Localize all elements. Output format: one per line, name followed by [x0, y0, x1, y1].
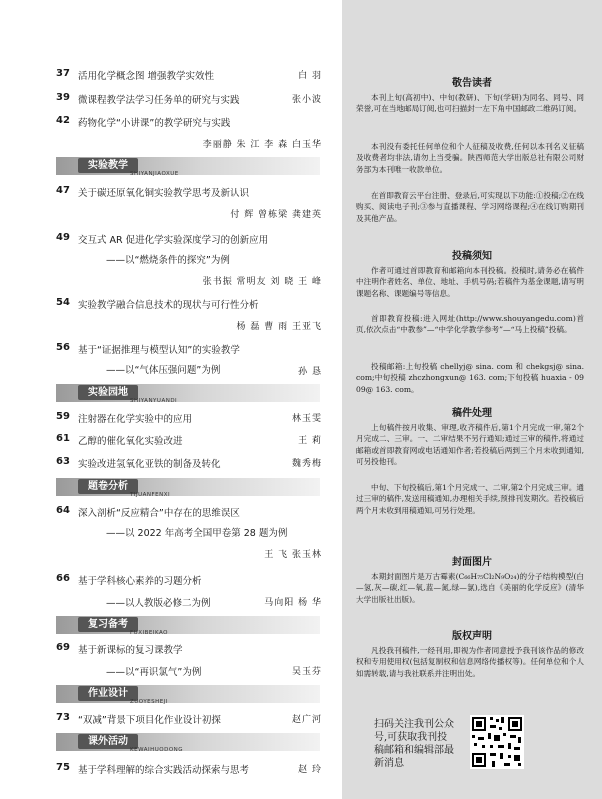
submission-paragraph: 作者可通过首即教育和邮箱向本刊投稿。投稿时,请务必在稿件中注明作者姓名、单位、地址、手机号码;若稿件为基金课题,请写明课题名称、课题编号等信息。 — [356, 266, 584, 298]
section-label: 复习备考 — [78, 617, 138, 632]
article-authors: 白 羽 — [298, 71, 322, 81]
article-subtitle: ——以 2022 年高考全国甲卷第 28 题为例 — [106, 528, 288, 539]
copyright-paragraph: 凡投我刊稿件,一经刊用,即视为作者同意授予我刊该作品的修改权和专用使用权(包括复制权和信息网络传播权等)。任何单位和个人如需转载,请与我社联系并注明出处。 — [356, 646, 584, 678]
section-label-en: FUXIBEIKAO — [130, 630, 168, 636]
article-title: 活用化学概念图 增强教学实效性 — [78, 71, 215, 82]
section-header-experiment-teaching — [56, 157, 342, 177]
article-subtitle: ——以“气体压强问题”为例 — [106, 365, 221, 376]
article-title: 基于学科核心素养的习题分析 — [78, 576, 202, 587]
scan-caption: 扫码关注我刊公众号,可获取我刊投稿邮箱和编辑部最新消息 — [374, 719, 454, 769]
article-subtitle: ——以“燃烧条件的探究”为例 — [106, 255, 230, 266]
page-number: 39 — [56, 92, 70, 103]
section-header-homework-design — [56, 685, 342, 705]
copyright-heading: 版权声明 — [452, 631, 492, 642]
qr-code-icon[interactable] — [470, 715, 524, 769]
article-title: 微课程教学法学习任务单的研究与实践 — [78, 95, 240, 106]
submission-heading: 投稿须知 — [452, 251, 492, 262]
article-title: 实验改进氢氧化亚铁的制备及转化 — [78, 459, 221, 470]
section-label-en: SHIYANYUANDI — [130, 398, 178, 404]
section-label: 题卷分析 — [78, 479, 138, 494]
article-authors: 赵 玲 — [298, 765, 322, 775]
article-title: 深入剖析“反应精合”中存在的思维误区 — [78, 508, 240, 519]
page-number: 64 — [56, 505, 70, 516]
article-authors: 杨 磊 曹 雨 王亚飞 — [236, 322, 322, 332]
article-title: 实验教学融合信息技术的现状与可行性分析 — [78, 300, 259, 311]
page-number: 73 — [56, 712, 70, 723]
article-title: 乙醇的催化氧化实验改进 — [78, 436, 183, 447]
notice-sidebar — [342, 0, 602, 799]
article-title: 交互式 AR 促进化学实验深度学习的创新应用 — [78, 235, 269, 246]
section-header-experiment-garden — [56, 384, 342, 404]
page-number: 59 — [56, 411, 70, 422]
article-authors: 马向阳 杨 华 — [264, 598, 322, 608]
page-number: 37 — [56, 68, 70, 79]
section-header-paper-analysis — [56, 478, 342, 498]
article-authors: 张书振 常明友 刘 晓 王 峰 — [202, 277, 322, 287]
article-subtitle: ——以人教版必修二为例 — [106, 598, 211, 609]
section-label: 作业设计 — [78, 686, 138, 701]
section-label: 实验教学 — [78, 158, 138, 173]
page-number: 61 — [56, 433, 70, 444]
section-label-en: TIJUANFENXI — [130, 492, 171, 498]
article-title: 关于碳还原氧化铜实验教学思考及新认识 — [78, 188, 250, 199]
article-authors: 王 飞 张玉林 — [264, 550, 322, 560]
article-authors: 孙 恳 — [298, 367, 322, 377]
processing-paragraph: 中旬、下旬投稿后,第1个月完成一、二审,第2个月完成三审。通过三审的稿件,发送用稿通知,办理相关手续,预排刊发期次。若投稿后两个月未收到用稿通知,可另行处理。 — [356, 483, 584, 515]
article-authors: 王 莉 — [298, 436, 322, 446]
page-number: 69 — [56, 642, 70, 653]
section-label: 课外活动 — [78, 734, 138, 749]
article-authors: 吴玉芬 — [291, 667, 322, 677]
page-number: 49 — [56, 232, 70, 243]
page-number: 75 — [56, 762, 70, 773]
readers-notice-heading: 敬告读者 — [452, 78, 492, 89]
submission-paragraph: 投稿邮箱:上旬投稿 chellyj@ sina. com 和 chekgsj@ sina. com;中旬投稿 zhczhongxun@ 163. com;下旬投稿 huaxia - 0909@ 163. com。 — [356, 362, 584, 394]
article-authors: 魏秀梅 — [291, 459, 322, 469]
page-number: 54 — [56, 297, 70, 308]
article-title: 药物化学“小讲课”的教学研究与实践 — [78, 118, 231, 129]
article-title: 基于“证据推理与模型认知”的实验教学 — [78, 345, 240, 356]
article-title: 基于新课标的复习课教学 — [78, 645, 183, 656]
article-authors: 付 辉 曾栋梁 龚建英 — [230, 210, 322, 220]
processing-paragraph: 上旬稿件按月收集、审理,收齐稿件后,第1个月完成一审,第2个月完成二、三审。一、二审结果不另行通知;通过三审的稿件,将通过邮箱或首即教育网或电话通知作者;若投稿后两到三个月未收到通知,可另投他刊。 — [356, 423, 584, 467]
readers-notice-paragraph: 在首即教育云平台注册、登录后,可实现以下功能:①投稿;②在线购买、阅读电子刊;③参与直播课程、学习网络课程;④在线订购期刊及其他产品。 — [356, 191, 584, 223]
section-label-en: ZUOYESHEJI — [130, 699, 169, 705]
processing-heading: 稿件处理 — [452, 408, 492, 419]
page-number: 63 — [56, 456, 70, 467]
submission-paragraph: 首即教育投稿:进入网址(http://www.shouyangedu.com)首页,依次点击“中教参”—“中学化学教学参考”—“马上投稿”投稿。 — [356, 314, 584, 335]
readers-notice-paragraph: 本刊没有委托任何单位和个人征稿及收费,任何以本刊名义征稿及收费者均非法,请勿上当受骗。陕西师范大学出版总社有限公司财务部为本刊唯一收款单位。 — [356, 142, 584, 174]
page-number: 66 — [56, 573, 70, 584]
page-number: 56 — [56, 342, 70, 353]
article-authors: 张小波 — [291, 95, 322, 105]
readers-notice-paragraph: 本刊上旬(高初中)、中旬(教研)、下旬(学研)为同名、同号、同荣誉,可在当地邮局订阅,也可扫描封一左下角中国邮政二维码订阅。 — [356, 93, 584, 114]
article-authors: 赵广河 — [291, 715, 322, 725]
cover-image-heading: 封面图片 — [452, 557, 492, 568]
section-label: 实验园地 — [78, 385, 138, 400]
article-title: “双减”背景下项目化作业设计初探 — [78, 715, 221, 726]
page-number: 42 — [56, 115, 70, 126]
cover-image-paragraph: 本期封面图片是万古霉素(C₆₆H₇₅Cl₂N₉O₂₄)的分子结构模型(白—氢,灰—碳,红—氧,蓝—氮,绿—氯),选自《美丽的化学反应》(清华大学出版社出版)。 — [356, 572, 584, 604]
section-header-review — [56, 616, 342, 636]
article-authors: 林玉雯 — [291, 414, 322, 424]
page-number: 47 — [56, 185, 70, 196]
section-label-en: SHIYANJIAOXUE — [130, 171, 179, 177]
article-title: 注射器在化学实验中的应用 — [78, 414, 193, 425]
section-header-extracurricular — [56, 733, 342, 753]
section-label-en: KEWAIHUODONG — [130, 747, 184, 753]
article-title: 基于学科理解的综合实践活动探索与思考 — [78, 765, 250, 776]
article-subtitle: ——以“再识氯气”为例 — [106, 667, 202, 678]
article-authors: 李丽静 朱 江 李 森 白玉华 — [202, 140, 322, 150]
